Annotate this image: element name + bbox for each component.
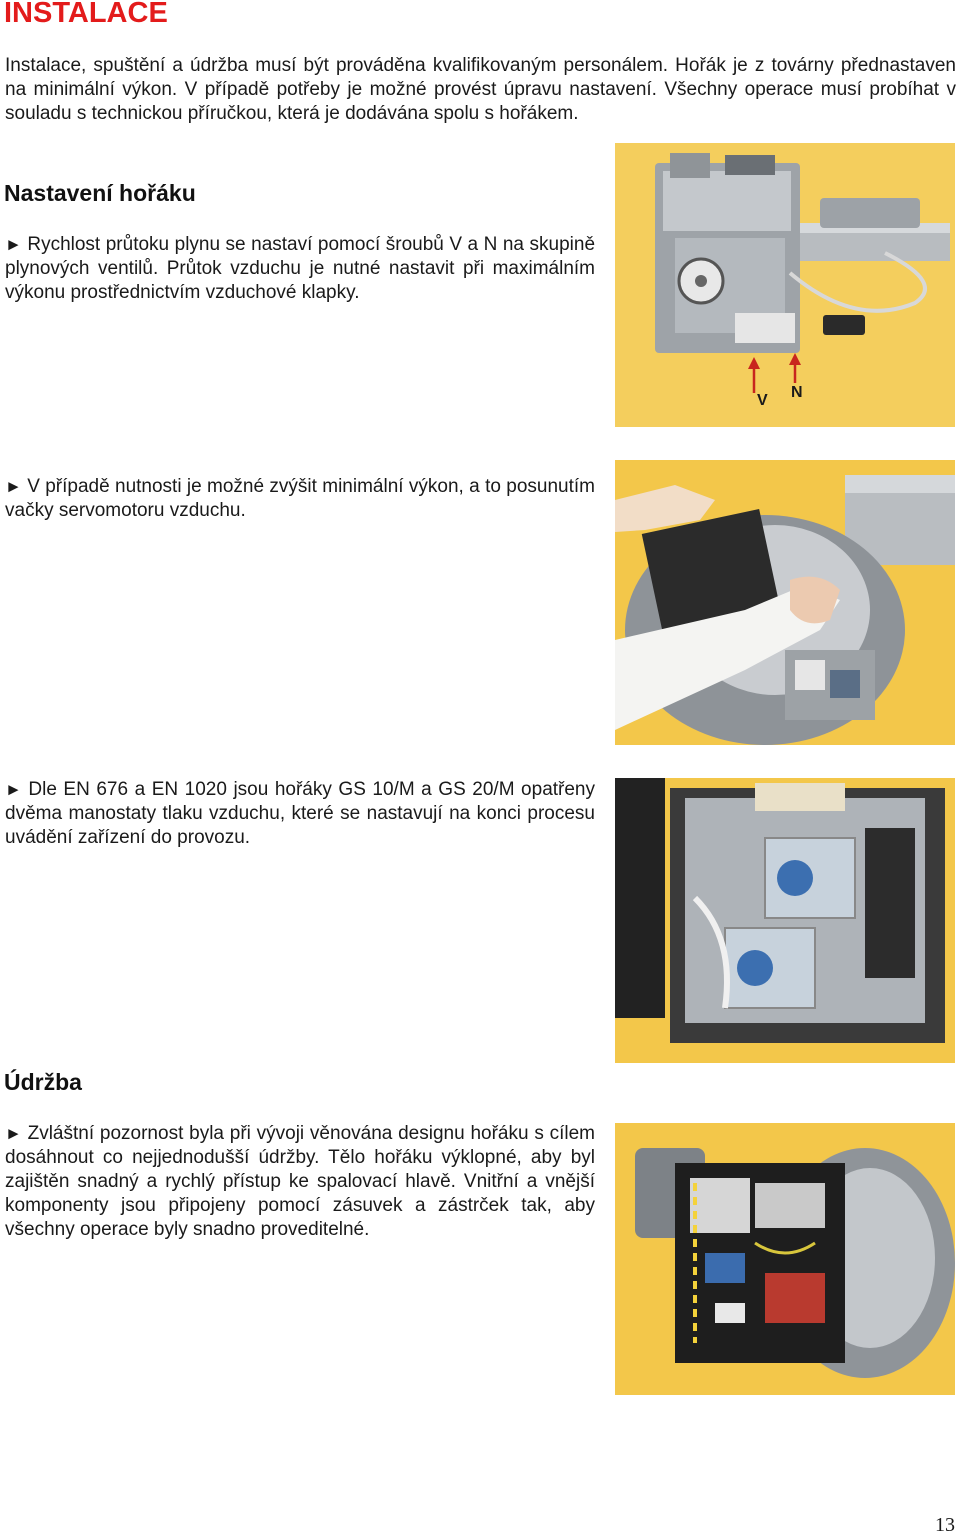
bullet-pressure-switches bbox=[5, 778, 595, 850]
label-v: V bbox=[757, 392, 768, 409]
bullet-arrow-icon: ► bbox=[5, 477, 22, 496]
bullet-min-output bbox=[5, 475, 595, 523]
pressure-switches-photo bbox=[615, 778, 955, 1063]
bullet-text: Rychlost průtoku plynu se nastaví pomocí šroubů V a N na skupině plynových ventilů. Průtok vzduchu je nutné nastavit při maximálním výkonu prostřednictvím vzduchové klapky. bbox=[5, 234, 596, 303]
bullet-arrow-icon: ► bbox=[5, 235, 22, 254]
intro-paragraph: Instalace, spuštění a údržba musí být prováděna kvalifikovaným personálem. Hořák je z továrny přednastaven na minimální výkon. V případě potřeby je možné provést úpravu nastavení. Všechny operace musí probíhat v souladu s technickou příručkou, která je dodávána spolu s hořákem. bbox=[5, 55, 956, 124]
burner-open-photo bbox=[615, 1123, 955, 1395]
section-heading-maintenance: Údržba bbox=[4, 1069, 82, 1095]
servomotor-cam-photo bbox=[615, 460, 955, 745]
bullet-text: Dle EN 676 a EN 1020 jsou hořáky GS 10/M a GS 20/M opatřeny dvěma manostaty tlaku vzduchu, které se nastavují na konci procesu uvádění zařízení do provozu. bbox=[5, 779, 596, 848]
bullet-arrow-icon: ► bbox=[5, 1124, 22, 1143]
gas-valve-photo bbox=[615, 143, 955, 427]
page-title: INSTALACE bbox=[4, 0, 168, 29]
bullet-maintenance bbox=[5, 1122, 595, 1242]
page-number: 13 bbox=[935, 1514, 955, 1536]
bullet-text: Zvláštní pozornost byla při vývoji věnována designu hořáku s cílem dosáhnout co nejjednodušší údržby. Tělo hořáku výklopné, aby byl zajištěn snadný a rychlý přístup ke spalovací hlavě. Vnitřní a vnější komponenty jsou připojeny pomocí zásuvek a zástrček tak, aby všechny operace byly snadno proveditelné. bbox=[5, 1123, 595, 1240]
bullet-arrow-icon: ► bbox=[5, 780, 22, 799]
bullet-text: V případě nutnosti je možné zvýšit minimální výkon, a to posunutím vačky servomotoru vzduchu. bbox=[5, 476, 596, 521]
section-heading-burner-setup: Nastavení hořáku bbox=[4, 180, 196, 206]
label-n: N bbox=[791, 384, 803, 401]
bullet-gas-flow bbox=[5, 233, 595, 305]
